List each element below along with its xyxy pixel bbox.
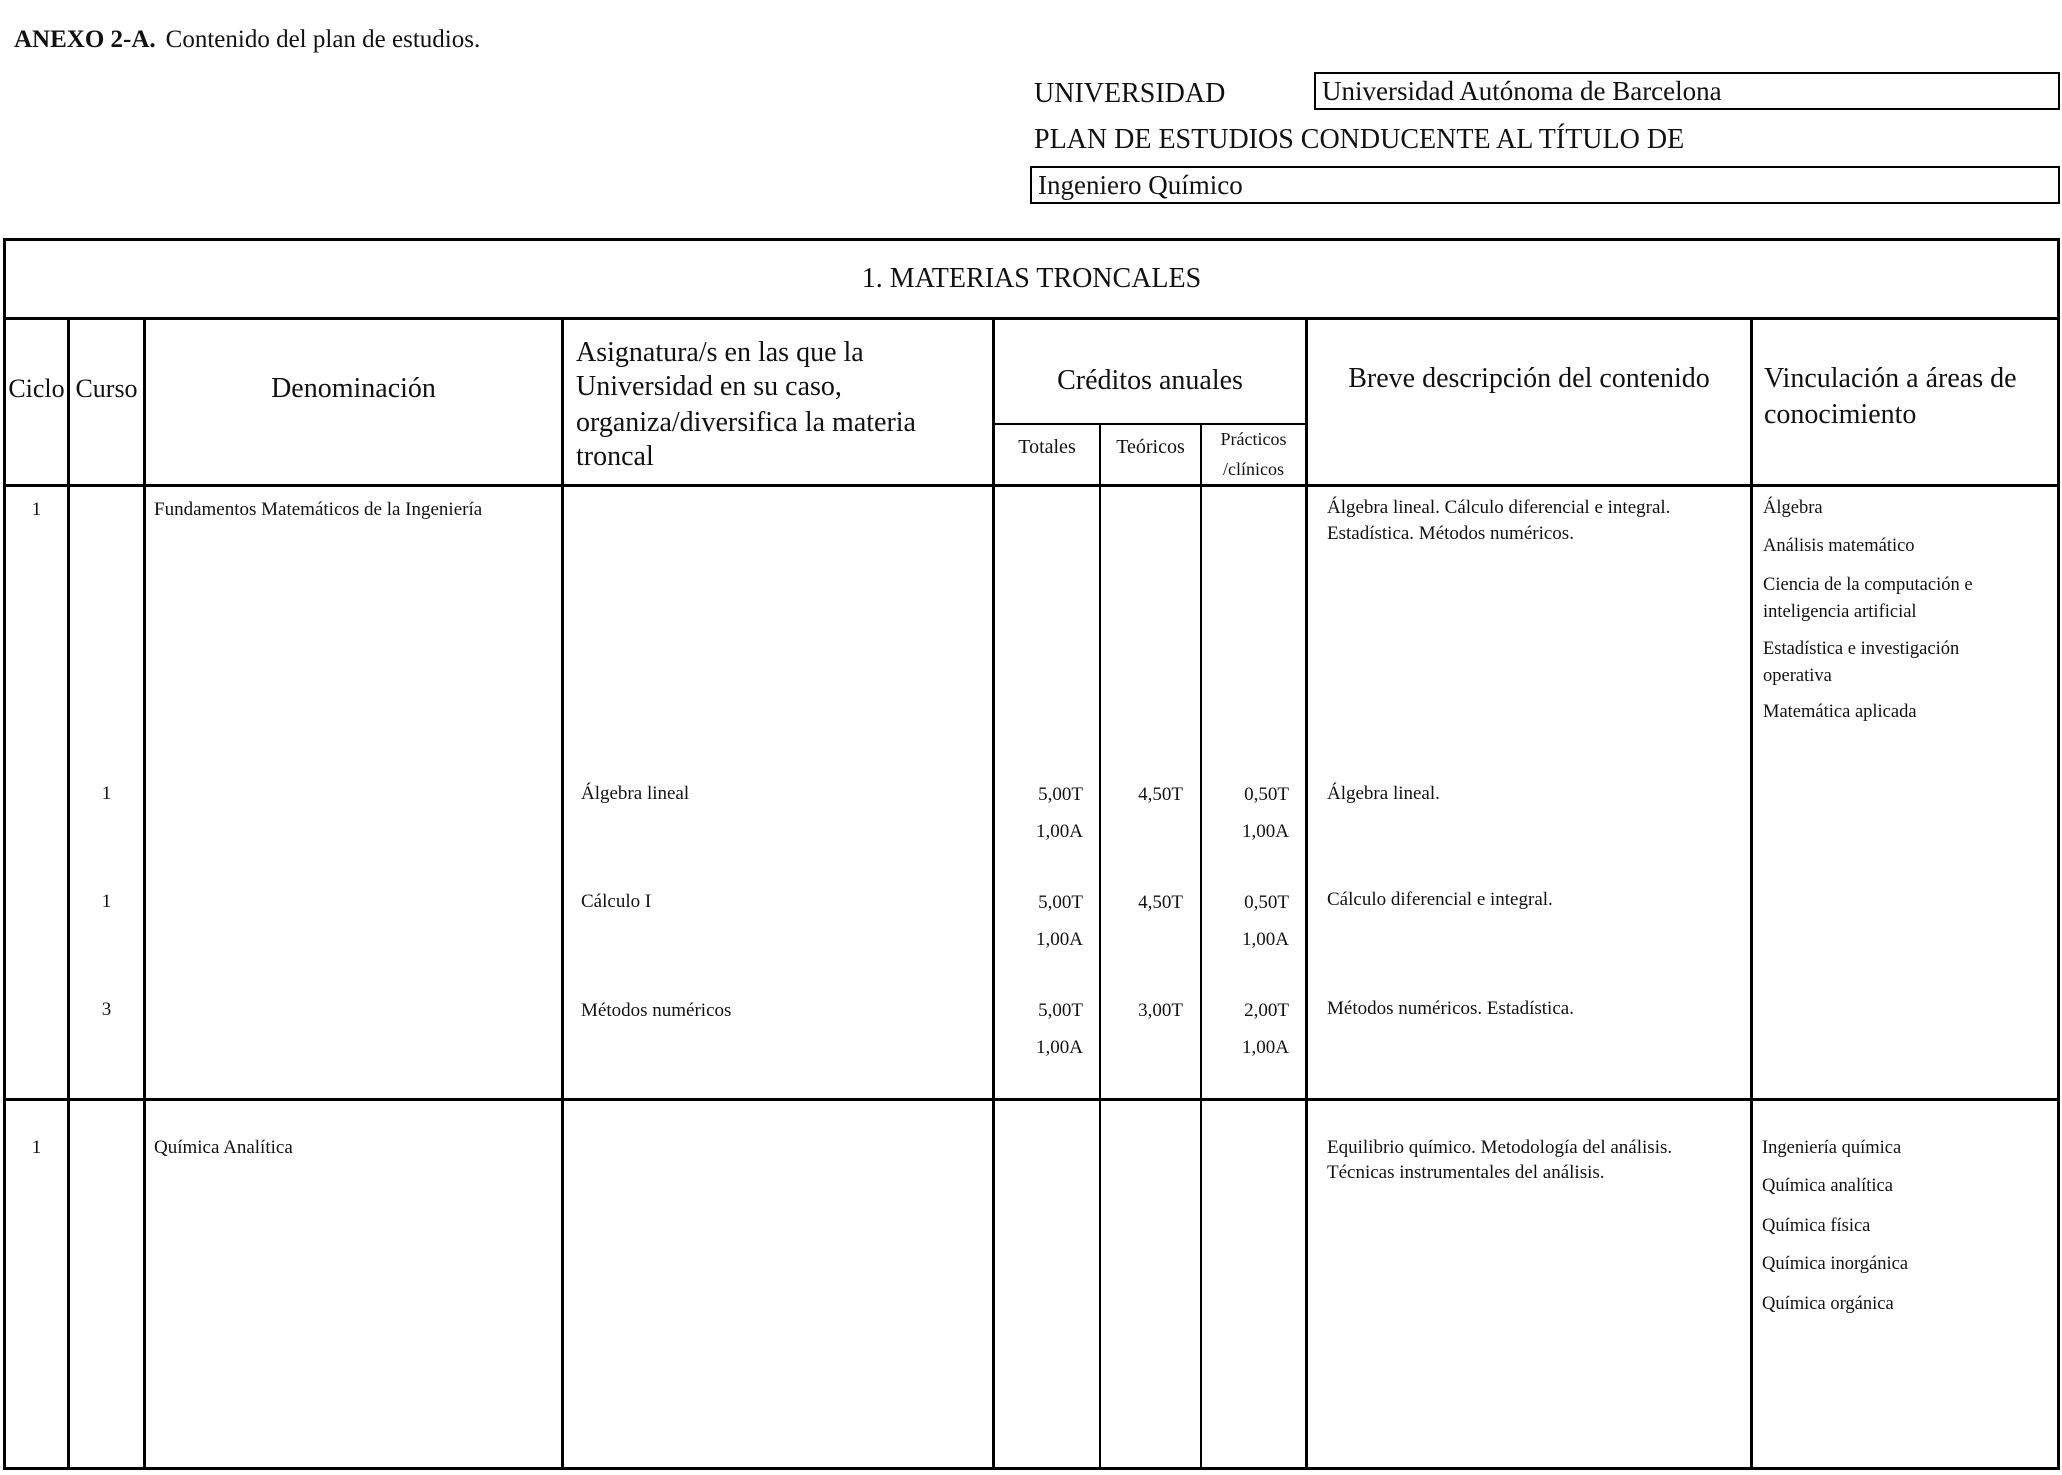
header-asignatura-line: Universidad en su caso,	[576, 371, 842, 402]
practicos-value: 0,50T	[1244, 892, 1289, 913]
descripcion-value: Cálculo diferencial e integral.	[1327, 889, 1553, 910]
practicos-value: 1,00A	[1242, 1037, 1289, 1058]
area-item: Química analítica	[1762, 1176, 1893, 1196]
teoricos-value: 3,00T	[1138, 1000, 1183, 1021]
area-item: Matemática aplicada	[1763, 702, 1917, 722]
descripcion-line: Álgebra lineal. Cálculo diferencial e integral.	[1327, 497, 1671, 518]
totales-value: 1,00A	[1036, 1037, 1083, 1058]
asignatura-value: Álgebra lineal	[581, 783, 690, 804]
area-item: Ingeniería química	[1762, 1138, 1902, 1158]
degree-title-field: Ingeniero Químico	[1030, 166, 2060, 204]
header-curso: Curso	[75, 374, 138, 403]
plan-label: PLAN DE ESTUDIOS CONDUCENTE AL TÍTULO DE	[1034, 124, 1685, 155]
header-practicos-line: Prácticos	[1220, 429, 1287, 449]
area-item: Química inorgánica	[1762, 1254, 1909, 1274]
practicos-value: 1,00A	[1242, 929, 1289, 950]
header-teoricos: Teóricos	[1116, 436, 1185, 458]
area-item: Estadística e investigación	[1763, 639, 1960, 659]
header-vinculacion-line: conocimiento	[1764, 399, 1917, 430]
denominacion-value: Fundamentos Matemáticos de la Ingeniería	[154, 499, 483, 520]
header-practicos-line: /clínicos	[1223, 459, 1284, 479]
curso-value: 1	[101, 783, 112, 804]
curso-value: 3	[101, 999, 112, 1020]
totales-value: 1,00A	[1036, 929, 1083, 950]
annex-text: Contenido del plan de estudios.	[165, 26, 481, 53]
totales-value: 5,00T	[1038, 892, 1083, 913]
area-item: Química física	[1762, 1216, 1871, 1236]
asignatura-value: Métodos numéricos	[581, 1000, 732, 1021]
university-field: Universidad Autónoma de Barcelona	[1314, 72, 2060, 110]
header-asignatura-line: Asignatura/s en las que la	[576, 337, 864, 368]
area-item: Química orgánica	[1762, 1294, 1894, 1314]
asignatura-value: Cálculo I	[581, 891, 652, 912]
descripcion-value: Álgebra lineal.	[1327, 783, 1440, 804]
practicos-value: 2,00T	[1244, 1000, 1289, 1021]
header-asignatura-line: organiza/diversifica la materia	[576, 407, 916, 438]
area-item: inteligencia artificial	[1763, 602, 1917, 622]
descripcion-value: Métodos numéricos. Estadística.	[1327, 998, 1574, 1019]
descripcion-line: Estadística. Métodos numéricos.	[1327, 523, 1574, 544]
header-ciclo: Ciclo	[8, 374, 65, 403]
header-totales: Totales	[1018, 436, 1076, 458]
header-vinculacion-line: Vinculación a áreas de	[1764, 363, 2017, 394]
area-item: Análisis matemático	[1763, 536, 1915, 556]
university-label: UNIVERSIDAD	[1034, 78, 1226, 109]
totales-value: 5,00T	[1038, 784, 1083, 805]
ciclo-value: 1	[31, 1137, 42, 1158]
header-denominacion: Denominación	[271, 373, 436, 404]
table-title: 1. MATERIAS TRONCALES	[861, 263, 1202, 294]
header-descripcion: Breve descripción del contenido	[1348, 363, 1710, 394]
totales-value: 1,00A	[1036, 821, 1083, 842]
totales-value: 5,00T	[1038, 1000, 1083, 1021]
area-item: operativa	[1763, 666, 1832, 686]
practicos-value: 0,50T	[1244, 784, 1289, 805]
teoricos-value: 4,50T	[1138, 784, 1183, 805]
area-item: Álgebra	[1763, 498, 1823, 518]
ciclo-value: 1	[31, 499, 42, 520]
area-item: Ciencia de la computación e	[1763, 575, 1973, 595]
curso-value: 1	[101, 891, 112, 912]
header-asignatura-line: troncal	[576, 441, 654, 472]
teoricos-value: 4,50T	[1138, 892, 1183, 913]
practicos-value: 1,00A	[1242, 821, 1289, 842]
annex-heading	[14, 26, 480, 54]
descripcion-line: Equilibrio químico. Metodología del análisis.	[1327, 1137, 1673, 1158]
header-creditos: Créditos anuales	[1057, 365, 1243, 396]
descripcion-line: Técnicas instrumentales del análisis.	[1327, 1162, 1605, 1183]
denominacion-value: Química Analítica	[154, 1137, 293, 1158]
annex-label: ANEXO 2-A.	[14, 26, 156, 53]
